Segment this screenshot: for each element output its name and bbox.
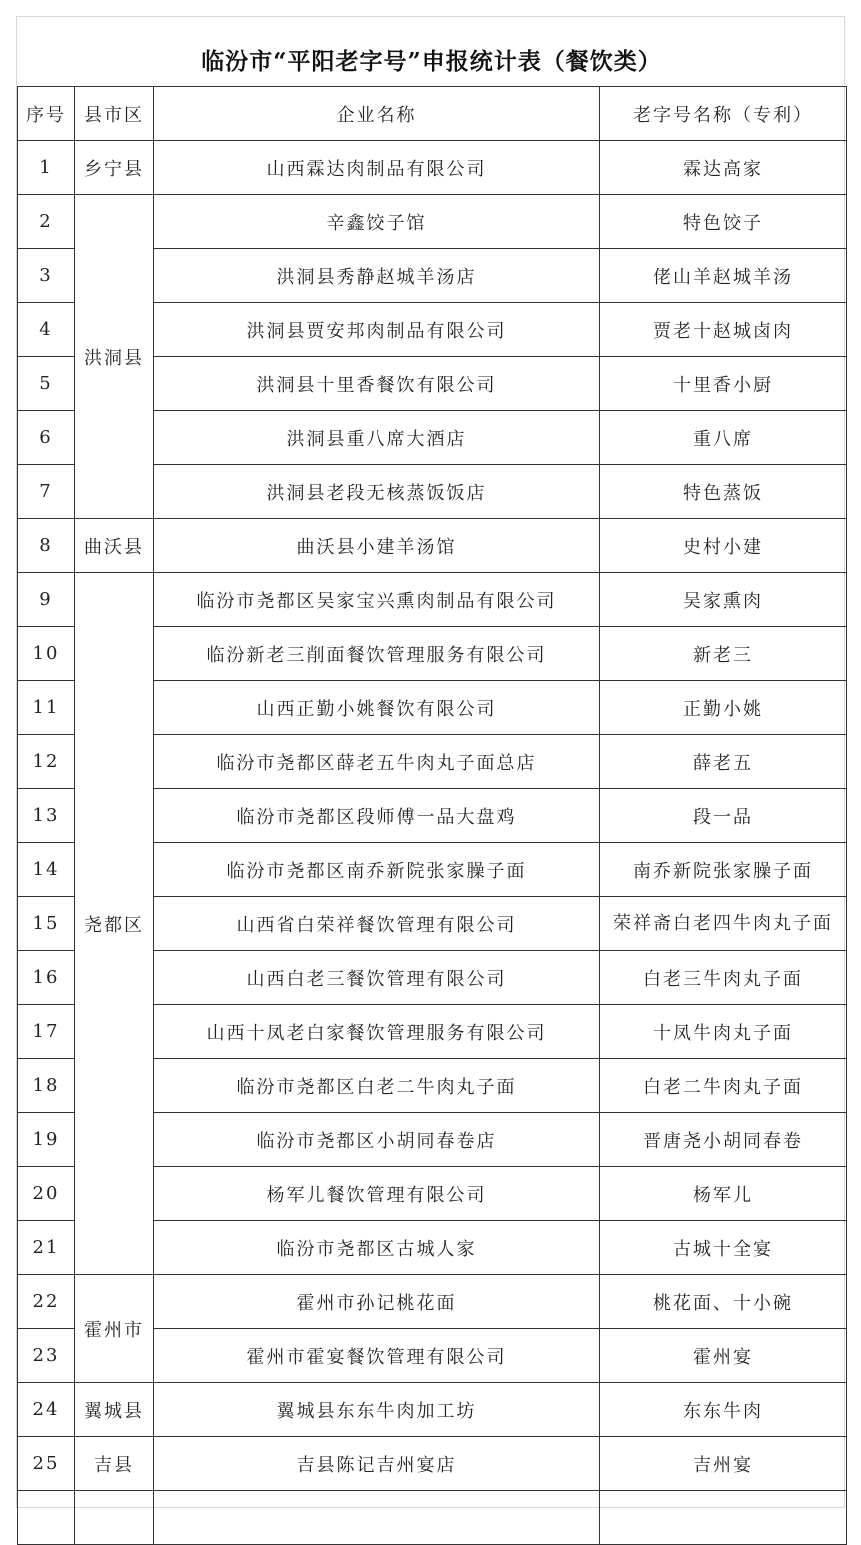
county-cell: 曲沃县 xyxy=(75,519,154,573)
company-cell: 洪洞县秀静赵城羊汤店 xyxy=(154,249,600,303)
company-cell: 杨军儿餐饮管理有限公司 xyxy=(154,1167,600,1221)
company-cell: 临汾市尧都区古城人家 xyxy=(154,1221,600,1275)
row-index: 5 xyxy=(18,357,75,411)
county-cell: 洪洞县 xyxy=(75,195,154,519)
county-cell: 翼城县 xyxy=(75,1383,154,1437)
row-index: 16 xyxy=(18,951,75,1005)
company-cell: 临汾市尧都区白老二牛肉丸子面 xyxy=(154,1059,600,1113)
row-index: 23 xyxy=(18,1329,75,1383)
brand-cell: 荣祥斋白老四牛肉丸子面 xyxy=(600,897,847,951)
row-index: 21 xyxy=(18,1221,75,1275)
brand-cell: 贾老十赵城卤肉 xyxy=(600,303,847,357)
empty-cell xyxy=(18,1491,75,1545)
brand-cell: 特色蒸饭 xyxy=(600,465,847,519)
document-page xyxy=(16,16,845,1508)
brand-cell: 新老三 xyxy=(600,627,847,681)
brand-cell: 南乔新院张家臊子面 xyxy=(600,843,847,897)
table-row xyxy=(18,195,847,249)
company-cell: 洪洞县重八席大酒店 xyxy=(154,411,600,465)
table-row xyxy=(18,573,847,627)
row-index: 20 xyxy=(18,1167,75,1221)
empty-row xyxy=(18,1491,847,1545)
company-cell: 山西霖达肉制品有限公司 xyxy=(154,141,600,195)
company-cell: 辛鑫饺子馆 xyxy=(154,195,600,249)
county-cell: 乡宁县 xyxy=(75,141,154,195)
row-index: 22 xyxy=(18,1275,75,1329)
empty-cell xyxy=(75,1491,154,1545)
brand-cell: 白老二牛肉丸子面 xyxy=(600,1059,847,1113)
brand-cell: 东东牛肉 xyxy=(600,1383,847,1437)
row-index: 14 xyxy=(18,843,75,897)
empty-cell xyxy=(154,1491,600,1545)
company-cell: 临汾市尧都区小胡同春卷店 xyxy=(154,1113,600,1167)
company-cell: 翼城县东东牛肉加工坊 xyxy=(154,1383,600,1437)
brand-cell: 晋唐尧小胡同春卷 xyxy=(600,1113,847,1167)
company-cell: 临汾市尧都区段师傅一品大盘鸡 xyxy=(154,789,600,843)
brand-cell: 史村小建 xyxy=(600,519,847,573)
header-row xyxy=(18,87,847,141)
header-company: 企业名称 xyxy=(154,87,600,141)
table-row xyxy=(18,1275,847,1329)
company-cell: 山西正勤小姚餐饮有限公司 xyxy=(154,681,600,735)
company-cell: 霍州市孙记桃花面 xyxy=(154,1275,600,1329)
table-title: 临汾市“平阳老字号”申报统计表（餐饮类） xyxy=(201,48,662,75)
brand-cell: 十里香小厨 xyxy=(600,357,847,411)
company-cell: 吉县陈记吉州宴店 xyxy=(154,1437,600,1491)
brand-cell: 霖达高家 xyxy=(600,141,847,195)
company-cell: 山西白老三餐饮管理有限公司 xyxy=(154,951,600,1005)
row-index: 7 xyxy=(18,465,75,519)
company-cell: 洪洞县贾安邦肉制品有限公司 xyxy=(154,303,600,357)
brand-cell: 霍州宴 xyxy=(600,1329,847,1383)
company-cell: 曲沃县小建羊汤馆 xyxy=(154,519,600,573)
row-index: 11 xyxy=(18,681,75,735)
company-cell: 临汾市尧都区薛老五牛肉丸子面总店 xyxy=(154,735,600,789)
row-index: 2 xyxy=(18,195,75,249)
row-index: 18 xyxy=(18,1059,75,1113)
row-index: 3 xyxy=(18,249,75,303)
row-index: 15 xyxy=(18,897,75,951)
row-index: 4 xyxy=(18,303,75,357)
brand-cell: 吉州宴 xyxy=(600,1437,847,1491)
row-index: 19 xyxy=(18,1113,75,1167)
table-row xyxy=(18,1383,847,1437)
row-index: 6 xyxy=(18,411,75,465)
table-row xyxy=(18,519,847,573)
table-row xyxy=(18,1437,847,1491)
header-index: 序号 xyxy=(18,87,75,141)
brand-cell: 特色饺子 xyxy=(600,195,847,249)
company-cell: 临汾新老三削面餐饮管理服务有限公司 xyxy=(154,627,600,681)
county-cell: 吉县 xyxy=(75,1437,154,1491)
table-row xyxy=(18,141,847,195)
brand-cell: 桃花面、十小碗 xyxy=(600,1275,847,1329)
company-cell: 山西省白荣祥餐饮管理有限公司 xyxy=(154,897,600,951)
company-cell: 临汾市尧都区吴家宝兴熏肉制品有限公司 xyxy=(154,573,600,627)
header-county: 县市区 xyxy=(75,87,154,141)
brand-cell: 重八席 xyxy=(600,411,847,465)
company-cell: 霍州市霍宴餐饮管理有限公司 xyxy=(154,1329,600,1383)
row-index: 25 xyxy=(18,1437,75,1491)
company-cell: 洪洞县十里香餐饮有限公司 xyxy=(154,357,600,411)
brand-cell: 十凤牛肉丸子面 xyxy=(600,1005,847,1059)
empty-cell xyxy=(600,1491,847,1545)
header-brand: 老字号名称（专利） xyxy=(600,87,847,141)
brand-cell: 薛老五 xyxy=(600,735,847,789)
brand-cell: 吴家熏肉 xyxy=(600,573,847,627)
company-cell: 临汾市尧都区南乔新院张家臊子面 xyxy=(154,843,600,897)
row-index: 9 xyxy=(18,573,75,627)
row-index: 10 xyxy=(18,627,75,681)
county-cell: 尧都区 xyxy=(75,573,154,1275)
company-cell: 山西十凤老白家餐饮管理服务有限公司 xyxy=(154,1005,600,1059)
row-index: 17 xyxy=(18,1005,75,1059)
row-index: 24 xyxy=(18,1383,75,1437)
brand-cell: 佬山羊赵城羊汤 xyxy=(600,249,847,303)
brand-cell: 杨军儿 xyxy=(600,1167,847,1221)
brand-cell: 正勤小姚 xyxy=(600,681,847,735)
brand-cell: 段一品 xyxy=(600,789,847,843)
company-cell: 洪洞县老段无核蒸饭饭店 xyxy=(154,465,600,519)
brand-cell: 白老三牛肉丸子面 xyxy=(600,951,847,1005)
brand-cell: 古城十全宴 xyxy=(600,1221,847,1275)
row-index: 13 xyxy=(18,789,75,843)
row-index: 8 xyxy=(18,519,75,573)
row-index: 12 xyxy=(18,735,75,789)
row-index: 1 xyxy=(18,141,75,195)
county-cell: 霍州市 xyxy=(75,1275,154,1383)
statistics-table xyxy=(17,86,847,1545)
